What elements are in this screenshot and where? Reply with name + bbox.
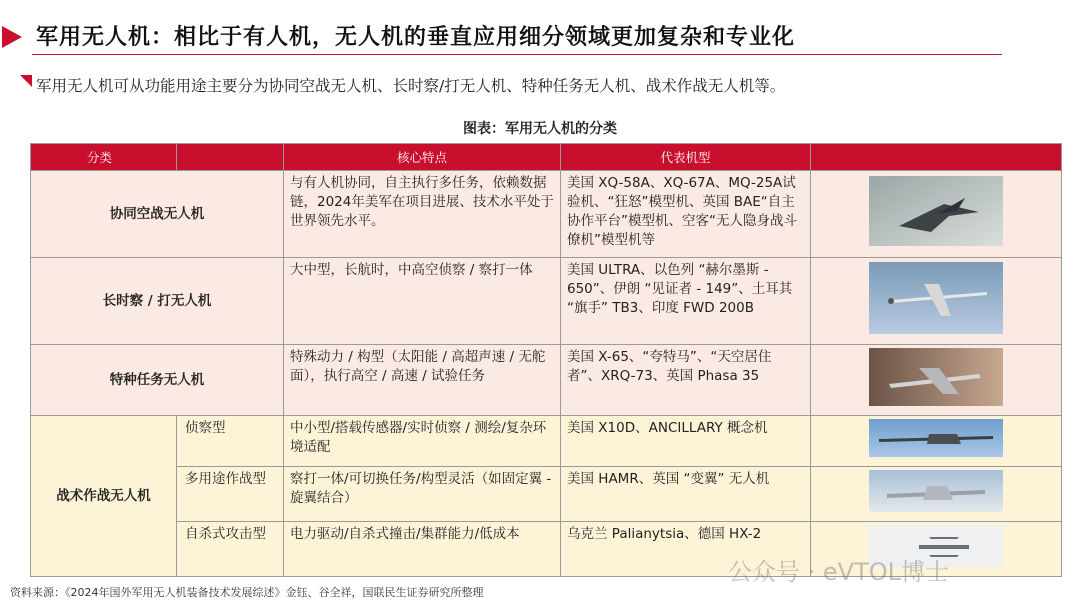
subtype-cell: 侦察型	[177, 416, 284, 467]
models-cell: 美国 X-65、“夸特马”、“天空居住者”、XRQ-73、英国 Phasa 35	[561, 345, 811, 416]
special-drone-photo	[869, 348, 1003, 406]
features-cell: 大中型，长航时，中高空侦察 / 察打一体	[284, 258, 561, 345]
category-cell: 战术作战无人机	[31, 416, 177, 577]
models-cell: 美国 ULTRA、以色列 “赫尔墨斯 - 650”、伊朗 “见证者 - 149”、土耳其 “旗手” TB3、印度 FWD 200B	[561, 258, 811, 345]
features-cell: 特殊动力 / 构型（太阳能 / 高超声速 / 无舵面），执行高空 / 高速 / 试验任务	[284, 345, 561, 416]
header-blank	[177, 144, 284, 171]
image-cell	[811, 416, 1062, 467]
table-row	[31, 467, 1062, 522]
image-cell	[811, 258, 1062, 345]
subtype-cell: 自杀式攻击型	[177, 522, 284, 577]
page-title: 军用无人机：相比于有人机，无人机的垂直应用细分领域更加复杂和专业化	[36, 25, 796, 50]
header-category: 分类	[31, 144, 177, 171]
category-cell: 协同空战无人机	[31, 171, 284, 258]
table-header-row	[31, 144, 1062, 171]
bullet-triangle-icon	[20, 75, 32, 87]
models-cell: 乌克兰 Palianytsia、德国 HX-2	[561, 522, 811, 577]
table-row	[31, 171, 1062, 258]
table-row	[31, 416, 1062, 467]
title-bar	[0, 18, 1080, 58]
recon-drone-photo	[869, 419, 1003, 457]
image-cell	[811, 171, 1062, 258]
features-cell: 电力驱动/自杀式撞击/集群能力/低成本	[284, 522, 561, 577]
table-row	[31, 258, 1062, 345]
models-cell: 美国 HAMR、英国 “变翼” 无人机	[561, 467, 811, 522]
classification-table	[30, 143, 1062, 577]
intro-line	[20, 74, 785, 96]
intro-text: 军用无人机可从功能用途主要分为协同空战无人机、长时察/打无人机、特种任务无人机、战术作战无人机等。	[36, 77, 786, 95]
image-cell	[811, 467, 1062, 522]
stealth-drone-photo	[869, 176, 1003, 246]
table-row	[31, 345, 1062, 416]
male-drone-photo	[869, 262, 1003, 334]
features-cell: 与有人机协同，自主执行多任务，依赖数据链，2024年美军在项目进展、技术水平处于世界领先水平。	[284, 171, 561, 258]
title-triangle-icon	[2, 26, 22, 48]
header-image	[811, 144, 1062, 171]
category-cell: 特种任务无人机	[31, 345, 284, 416]
models-cell: 美国 X10D、ANCILLARY 概念机	[561, 416, 811, 467]
table-caption: 图表：军用无人机的分类	[463, 121, 617, 137]
title-divider	[32, 54, 1002, 55]
multirole-drone-photo	[869, 470, 1003, 512]
features-cell: 察打一体/可切换任务/构型灵活（如固定翼 - 旋翼结合）	[284, 467, 561, 522]
source-note: 资料来源：《2024年国外军用无人机装备技术发展综述》金钰、谷全祥，国联民生证券研究所整理	[10, 586, 484, 599]
header-models: 代表机型	[561, 144, 811, 171]
watermark: 公众号 · eVTOL博士	[728, 558, 949, 586]
models-cell: 美国 XQ-58A、XQ-67A、MQ-25A试验机、“狂怒”模型机、英国 BAE“自主协作平台”模型机、空客“无人隐身战斗僚机”模型机等	[561, 171, 811, 258]
header-features: 核心特点	[284, 144, 561, 171]
subtype-cell: 多用途作战型	[177, 467, 284, 522]
image-cell	[811, 345, 1062, 416]
features-cell: 中小型/搭载传感器/实时侦察 / 测绘/复杂环境适配	[284, 416, 561, 467]
category-cell: 长时察 / 打无人机	[31, 258, 284, 345]
